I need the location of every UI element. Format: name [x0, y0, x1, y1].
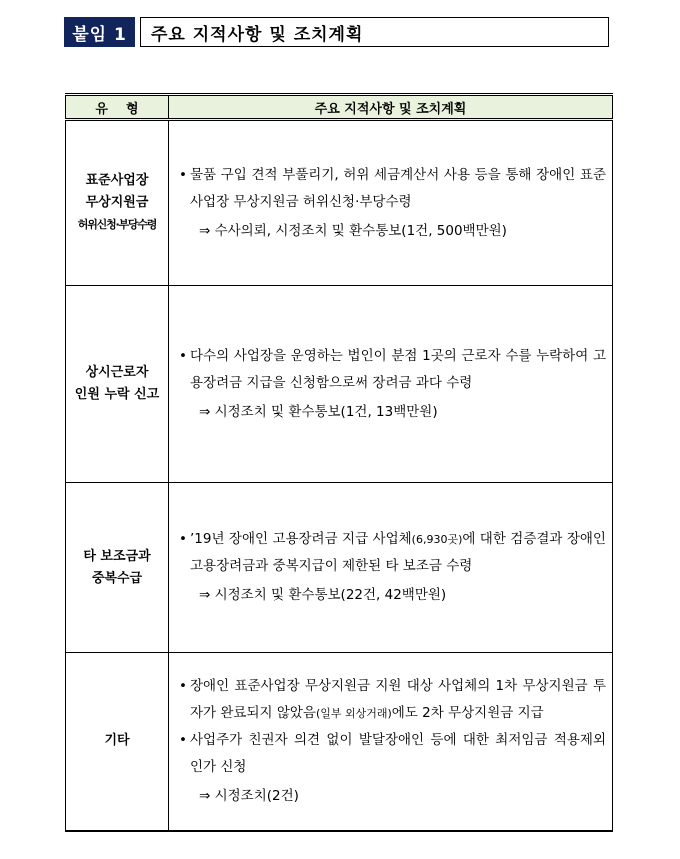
- table-row: [66, 653, 613, 831]
- finding-item: [179, 162, 606, 216]
- bullet-icon: •: [179, 347, 187, 364]
- attachment-badge: 붙임 1: [64, 17, 135, 47]
- type-label-line: 인원 누락 신고: [74, 387, 160, 402]
- column-header-content: 주요 지적사항 및 조치계획: [169, 95, 613, 120]
- type-cell: [66, 120, 169, 286]
- finding-text: 다수의 사업장을 운영하는 법인이 분점 1곳의 근로자 수를 누락하여 고용장려금 지급을 신청함으로써 장려금 과다 수령: [190, 347, 606, 391]
- type-label-line: 기타: [104, 733, 130, 749]
- content-cell: [169, 120, 613, 286]
- column-header-type: 유 형: [66, 95, 169, 120]
- table-row: [66, 120, 613, 286]
- table-header-row: [66, 95, 613, 120]
- table-row: [66, 483, 613, 653]
- content-cell: [169, 483, 613, 653]
- type-label-line: 무상지원금: [85, 195, 149, 210]
- bullet-icon: •: [179, 731, 187, 748]
- finding-text-part: ’19년 장애인 고용장려금 지급 사업체: [190, 531, 412, 547]
- findings-table: [65, 93, 613, 832]
- title-row: [64, 17, 611, 49]
- action-plan: ⇒ 시정조치 및 환수통보(22건, 42백만원): [199, 587, 447, 603]
- bullet-icon: •: [179, 531, 187, 547]
- finding-text-part: 에 대한 검증결과 장애인 고용장려금과 중복지급이 제한된 타 보조금 수령: [190, 531, 606, 574]
- content-cell: [169, 653, 613, 831]
- finding-note: (6,930곳): [411, 533, 463, 546]
- content-cell: [169, 286, 613, 483]
- badge-divider: [135, 17, 139, 47]
- bullet-icon: •: [179, 677, 187, 694]
- action-plan: ⇒ 시정조치 및 환수통보(1건, 13백만원): [199, 403, 438, 420]
- type-label-line: 중복수급: [91, 570, 143, 586]
- table-row: [66, 286, 613, 483]
- action-plan: ⇒ 시정조치(2건): [199, 787, 299, 804]
- type-cell: [66, 286, 169, 483]
- finding-item: [179, 727, 606, 781]
- type-label-line: 표준사업장: [85, 173, 149, 188]
- finding-item: [179, 343, 606, 397]
- type-cell: [66, 653, 169, 831]
- finding-item: [179, 673, 606, 727]
- type-cell: [66, 483, 169, 653]
- action-plan: ⇒ 수사의뢰, 시정조치 및 환수통보(1건, 500백만원): [199, 222, 507, 239]
- finding-text-part: 에도 2차 무상지원금 지급: [391, 704, 544, 721]
- finding-text: 물품 구입 견적 부풀리기, 허위 세금계산서 사용 등을 통해 장애인 표준사업장 무상지원금 허위신청·부당수령: [190, 166, 606, 210]
- type-label-line: 허위신청·부당수령: [77, 218, 157, 231]
- finding-text-part: 장애인 표준사업장 무상지원금 지원 대상 사업체의 1차 무상지원금 투자가 완료되지 않았음: [190, 677, 606, 721]
- type-label-line: 타 보조금과: [83, 548, 151, 564]
- finding-item: [179, 526, 606, 580]
- finding-note: (일부 외상거래): [315, 706, 392, 720]
- finding-text: 사업주가 친권자 의견 없이 발달장애인 등에 대한 최저임금 적용제외 인가 신청: [190, 731, 606, 775]
- document-title: 주요 지적사항 및 조치계획: [140, 17, 609, 47]
- type-label-line: 상시근로자: [85, 365, 149, 380]
- bullet-icon: •: [179, 166, 187, 183]
